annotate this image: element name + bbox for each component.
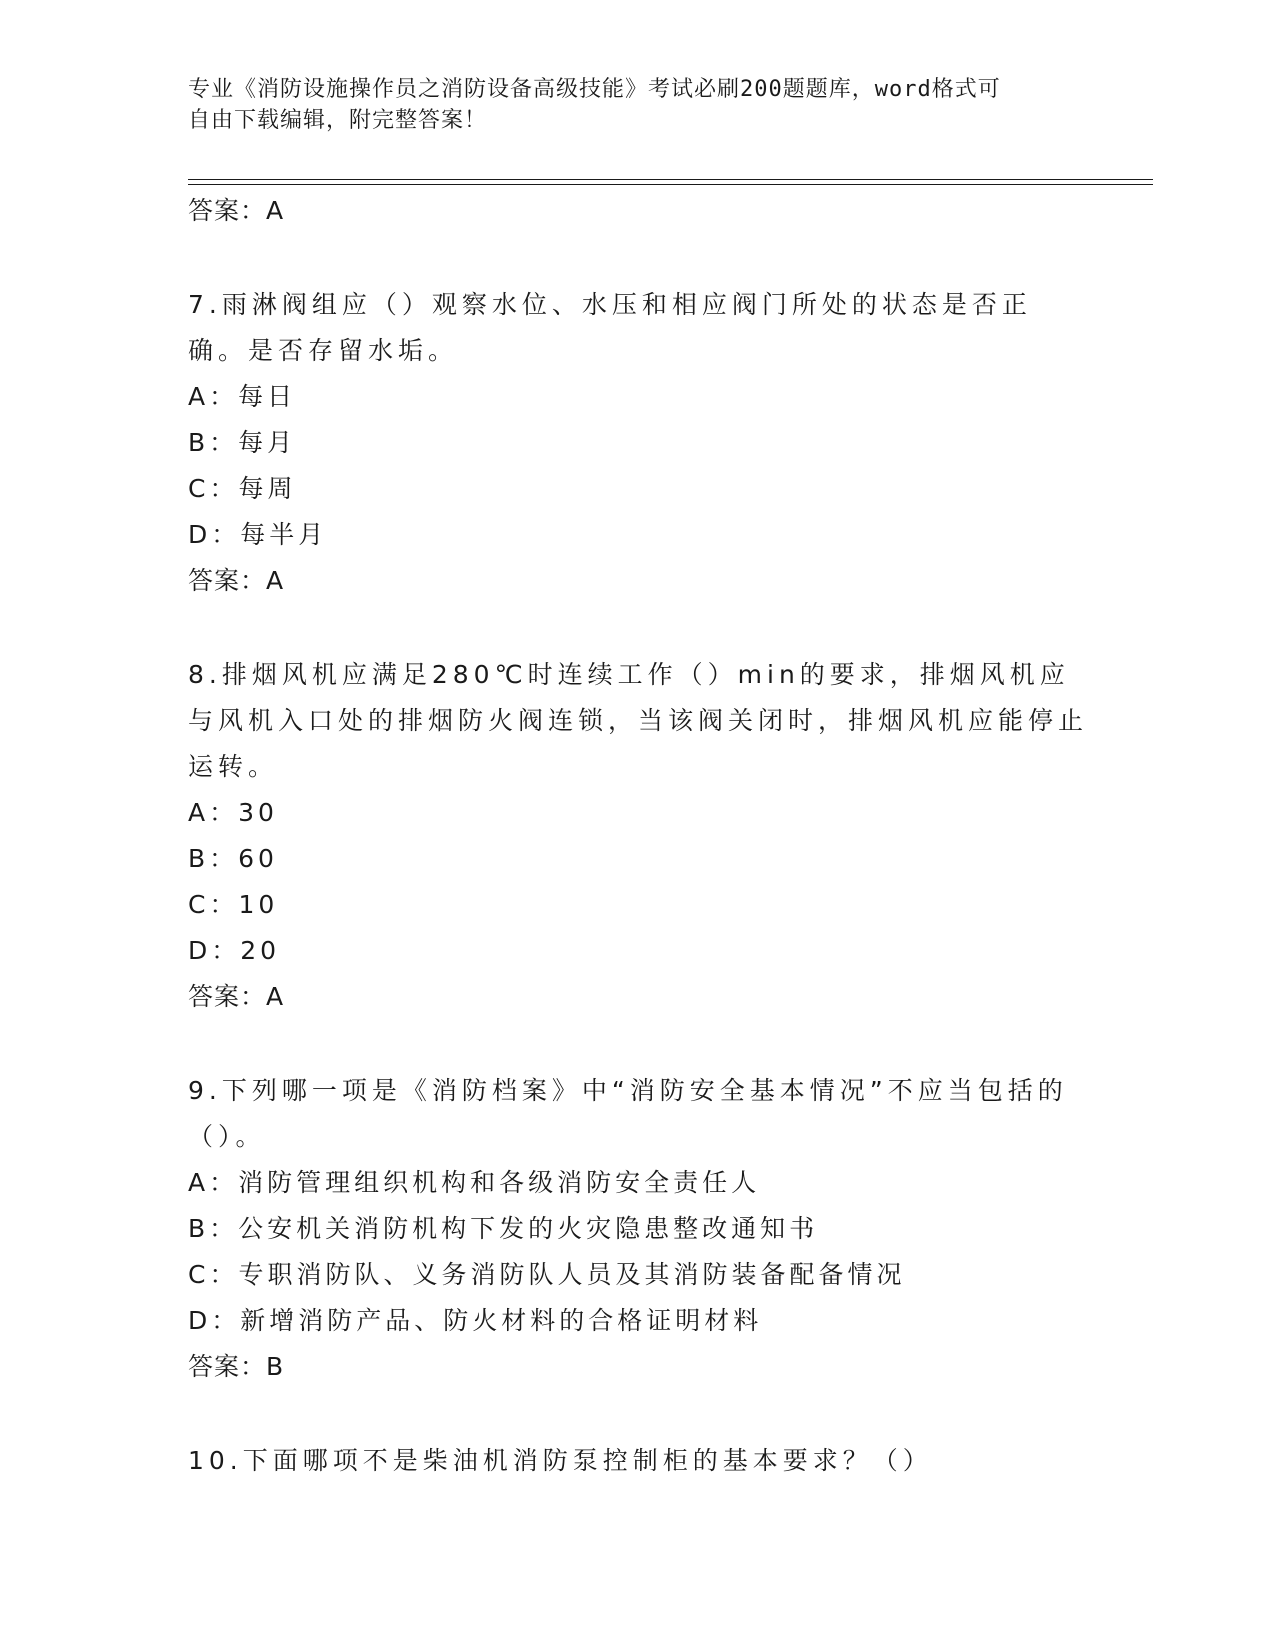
option-a: A：30	[188, 798, 278, 827]
option-a: A：每日	[188, 382, 297, 411]
header-divider-top	[188, 179, 1153, 180]
question-text: 8.排烟风机应满足280℃时连续工作（）min的要求，排烟风机应与风机入口处的排烟防火阀连锁，当该阀关闭时，排烟风机应能停止运转。	[188, 660, 1089, 781]
answer-line: 答案：A	[188, 566, 285, 595]
question-block	[188, 652, 1088, 1020]
document-header	[188, 74, 1088, 136]
option-c: C：专职消防队、义务消防队人员及其消防装备配备情况	[188, 1260, 906, 1289]
answer-line: 答案：A	[188, 196, 285, 225]
option-b: B：60	[188, 844, 278, 873]
question-text: 9.下列哪一项是《消防档案》中“消防安全基本情况”不应当包括的（）。	[188, 1076, 1068, 1151]
question-text: 7.雨淋阀组应（）观察水位、水压和相应阀门所处的状态是否正确。是否存留水垢。	[188, 290, 1032, 365]
option-b: B：每月	[188, 428, 297, 457]
option-d: D：每半月	[188, 520, 328, 549]
option-b: B：公安机关消防机构下发的火灾隐患整改通知书	[188, 1214, 819, 1243]
question-text: 10.下面哪项不是柴油机消防泵控制柜的基本要求？（）	[188, 1446, 933, 1475]
header-line-2: 自由下载编辑，附完整答案！	[188, 108, 488, 133]
option-c: C：每周	[188, 474, 297, 503]
question-list	[188, 188, 1088, 1484]
answer-line: 答案：B	[188, 1352, 285, 1381]
option-d: D：20	[188, 936, 281, 965]
question-block	[188, 1068, 1088, 1390]
option-c: C：10	[188, 890, 279, 919]
answer-line: 答案：A	[188, 982, 285, 1011]
question-block	[188, 282, 1088, 604]
option-a: A：消防管理组织机构和各级消防安全责任人	[188, 1168, 761, 1197]
option-d: D：新增消防产品、防火材料的合格证明材料	[188, 1306, 763, 1335]
question-block	[188, 1438, 1088, 1484]
header-line-1: 专业《消防设施操作员之消防设备高级技能》考试必刷200题题库，word格式可	[188, 77, 1001, 102]
header-divider-bottom	[188, 184, 1153, 185]
